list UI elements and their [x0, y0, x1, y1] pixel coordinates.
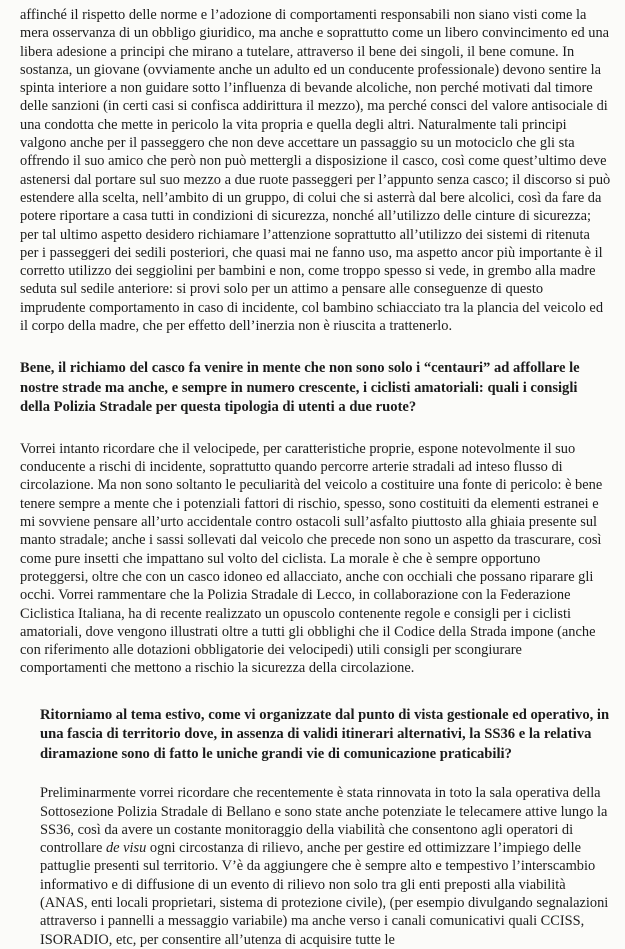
body-paragraph-3-text-b: ogni circostanza di rilievo, anche per gestire ed ottimizzare l’impiego delle pattuglie presenti sul territorio. V’è da aggiungere che è sempre alto e tempestivo l’interscambio informativo e di diffusione di un evento di rilievo non solo tra gli enti preposti alla viabilità (ANAS, enti locali proprietari, sistema di protezione civile), (per esempio divulgando segnalazioni attraverso i pannelli a messaggio variabile) ma anche verso i canali comunicativi quali CCISS, ISORADIO, etc, per consentire all’utenza di acquisire tutte le [40, 840, 609, 948]
interview-question-2: Ritorniamo al tema estivo, come vi organizzate dal punto di vista gestionale ed operativo, in una fascia di territorio dove, in assenza di validi itinerari alternativi, la SS36 e la relativa diramazione sono di fatto le uniche grandi vie di comunicazione praticabili? [40, 706, 610, 762]
body-paragraph-3-italic: de visu [105, 840, 147, 857]
body-paragraph-2: Vorrei intanto ricordare che il velocipede, per caratteristiche proprie, espone notevolmente il suo conducente a rischi di incidente, soprattutto quando percorre arterie stradali ad inteso flusso di circolazione. Ma non sono soltanto le peculiarità del veicolo a costituire una fonte di pericolo: è bene tenere sempre a mente che i potenziali fattori di rischio, spesso, sono costituiti da elementi estranei e mi sovviene pensare all’urto accidentale contro ostacoli sull’asfalto piuttosto alla ghiaia presente sul manto stradale; anche i sassi sollevati dal veicolo che precede non sono un aspetto da trascurare, così come pure insetti che impattano sul volto del ciclista. La morale è che è sempre opportuno proteggersi, oltre che con un casco idoneo ed allacciato, anche con occhiali che possano riparare gli occhi. Vorrei rammentare che la Polizia Stradale di Lecco, in collaborazione con la Federazione Ciclistica Italiana, ha di recente realizzato un opuscolo contenente regole e consigli per i ciclisti amatoriali, dove vengono illustrati oltre a tutti gli obblighi che il Codice della Strada impone (anche con riferimento alle dotazioni obbligatorie dei velocipedi) utili consigli per scongiurare comportamenti che mettono a rischio la sicurezza della circolazione. [20, 440, 603, 677]
body-paragraph-1: affinché il rispetto delle norme e l’adozione di comportamenti responsabili non siano visti come la mera osservanza di un obbligo giuridico, ma anche e soprattutto come un libero convincimento ed una libera adesione a principi che mirano a tutelare, attraverso il bene dei singoli, il bene comune. In sostanza, un giovane (ovviamente anche un adulto ed un conducente professionale) devono sentire la spinta interiore a non guidare sotto l’influenza di bevande alcoliche, non perché motivati dal timore delle sanzioni (in certi casi si confisca addirittura il mezzo), ma perché consci del valore antisociale di una condotta che mette in pericolo la vita propria e quella degli altri. Naturalmente tali principi valgono anche per il passeggero che non deve accettare un passaggio su un motociclo che gli sta offrendo il suo amico che però non può mettergli a disposizione il casco, così come quest’ultimo deve astenersi dal portare sul suo mezzo a due ruote passeggeri per l’appunto senza casco; il discorso si può estendere alla scelta, nell’ambito di un gruppo, di colui che si asterrà dal bere alcolici, così da fare da potere riportare a casa tutti in condizioni di sicurezza, nonché all’utilizzo delle cinture di sicurezza; per tal ultimo aspetto desidero richiamare l’attenzione soprattutto all’utilizzo dei sistemi di ritenuta per i passeggeri dei sedili posteriori, che quasi mai ne fanno uso, ma aspetto ancor più importante è il corretto utilizzo dei seggiolini per bambini e non, come troppo spesso si vede, in grembo alla madre seduta sul sedile anteriore: si provi solo per un attimo a pensare alle conseguenze di questo imprudente comportamento in caso di incidente, col bambino schiacciato tra la plancia del veicolo ed il corpo della madre, che per effetto dell’inerzia non è riuscita a trattenerlo. [20, 7, 611, 335]
body-paragraph-3-text-a: Preliminarmente vorrei ricordare che recentemente è stata rinnovata in toto la sala operativa della Sottosezione Polizia Stradale di Bellano e sono state anche potenziate le telecamere attive lungo la SS36, così da avere un costante monitoraggio della viabilità che consentono agli operatori di controllare [40, 785, 608, 857]
body-paragraph-3 [20, 784, 611, 949]
interview-question-1: Bene, il richiamo del casco fa venire in mente che non sono solo i “centauri” ad affollare le nostre strade ma anche, e sempre in numero crescente, i ciclisti amatoriali: quali i consigli della Polizia Stradale per questa tipologia di utenti a due ruote? [20, 360, 580, 416]
